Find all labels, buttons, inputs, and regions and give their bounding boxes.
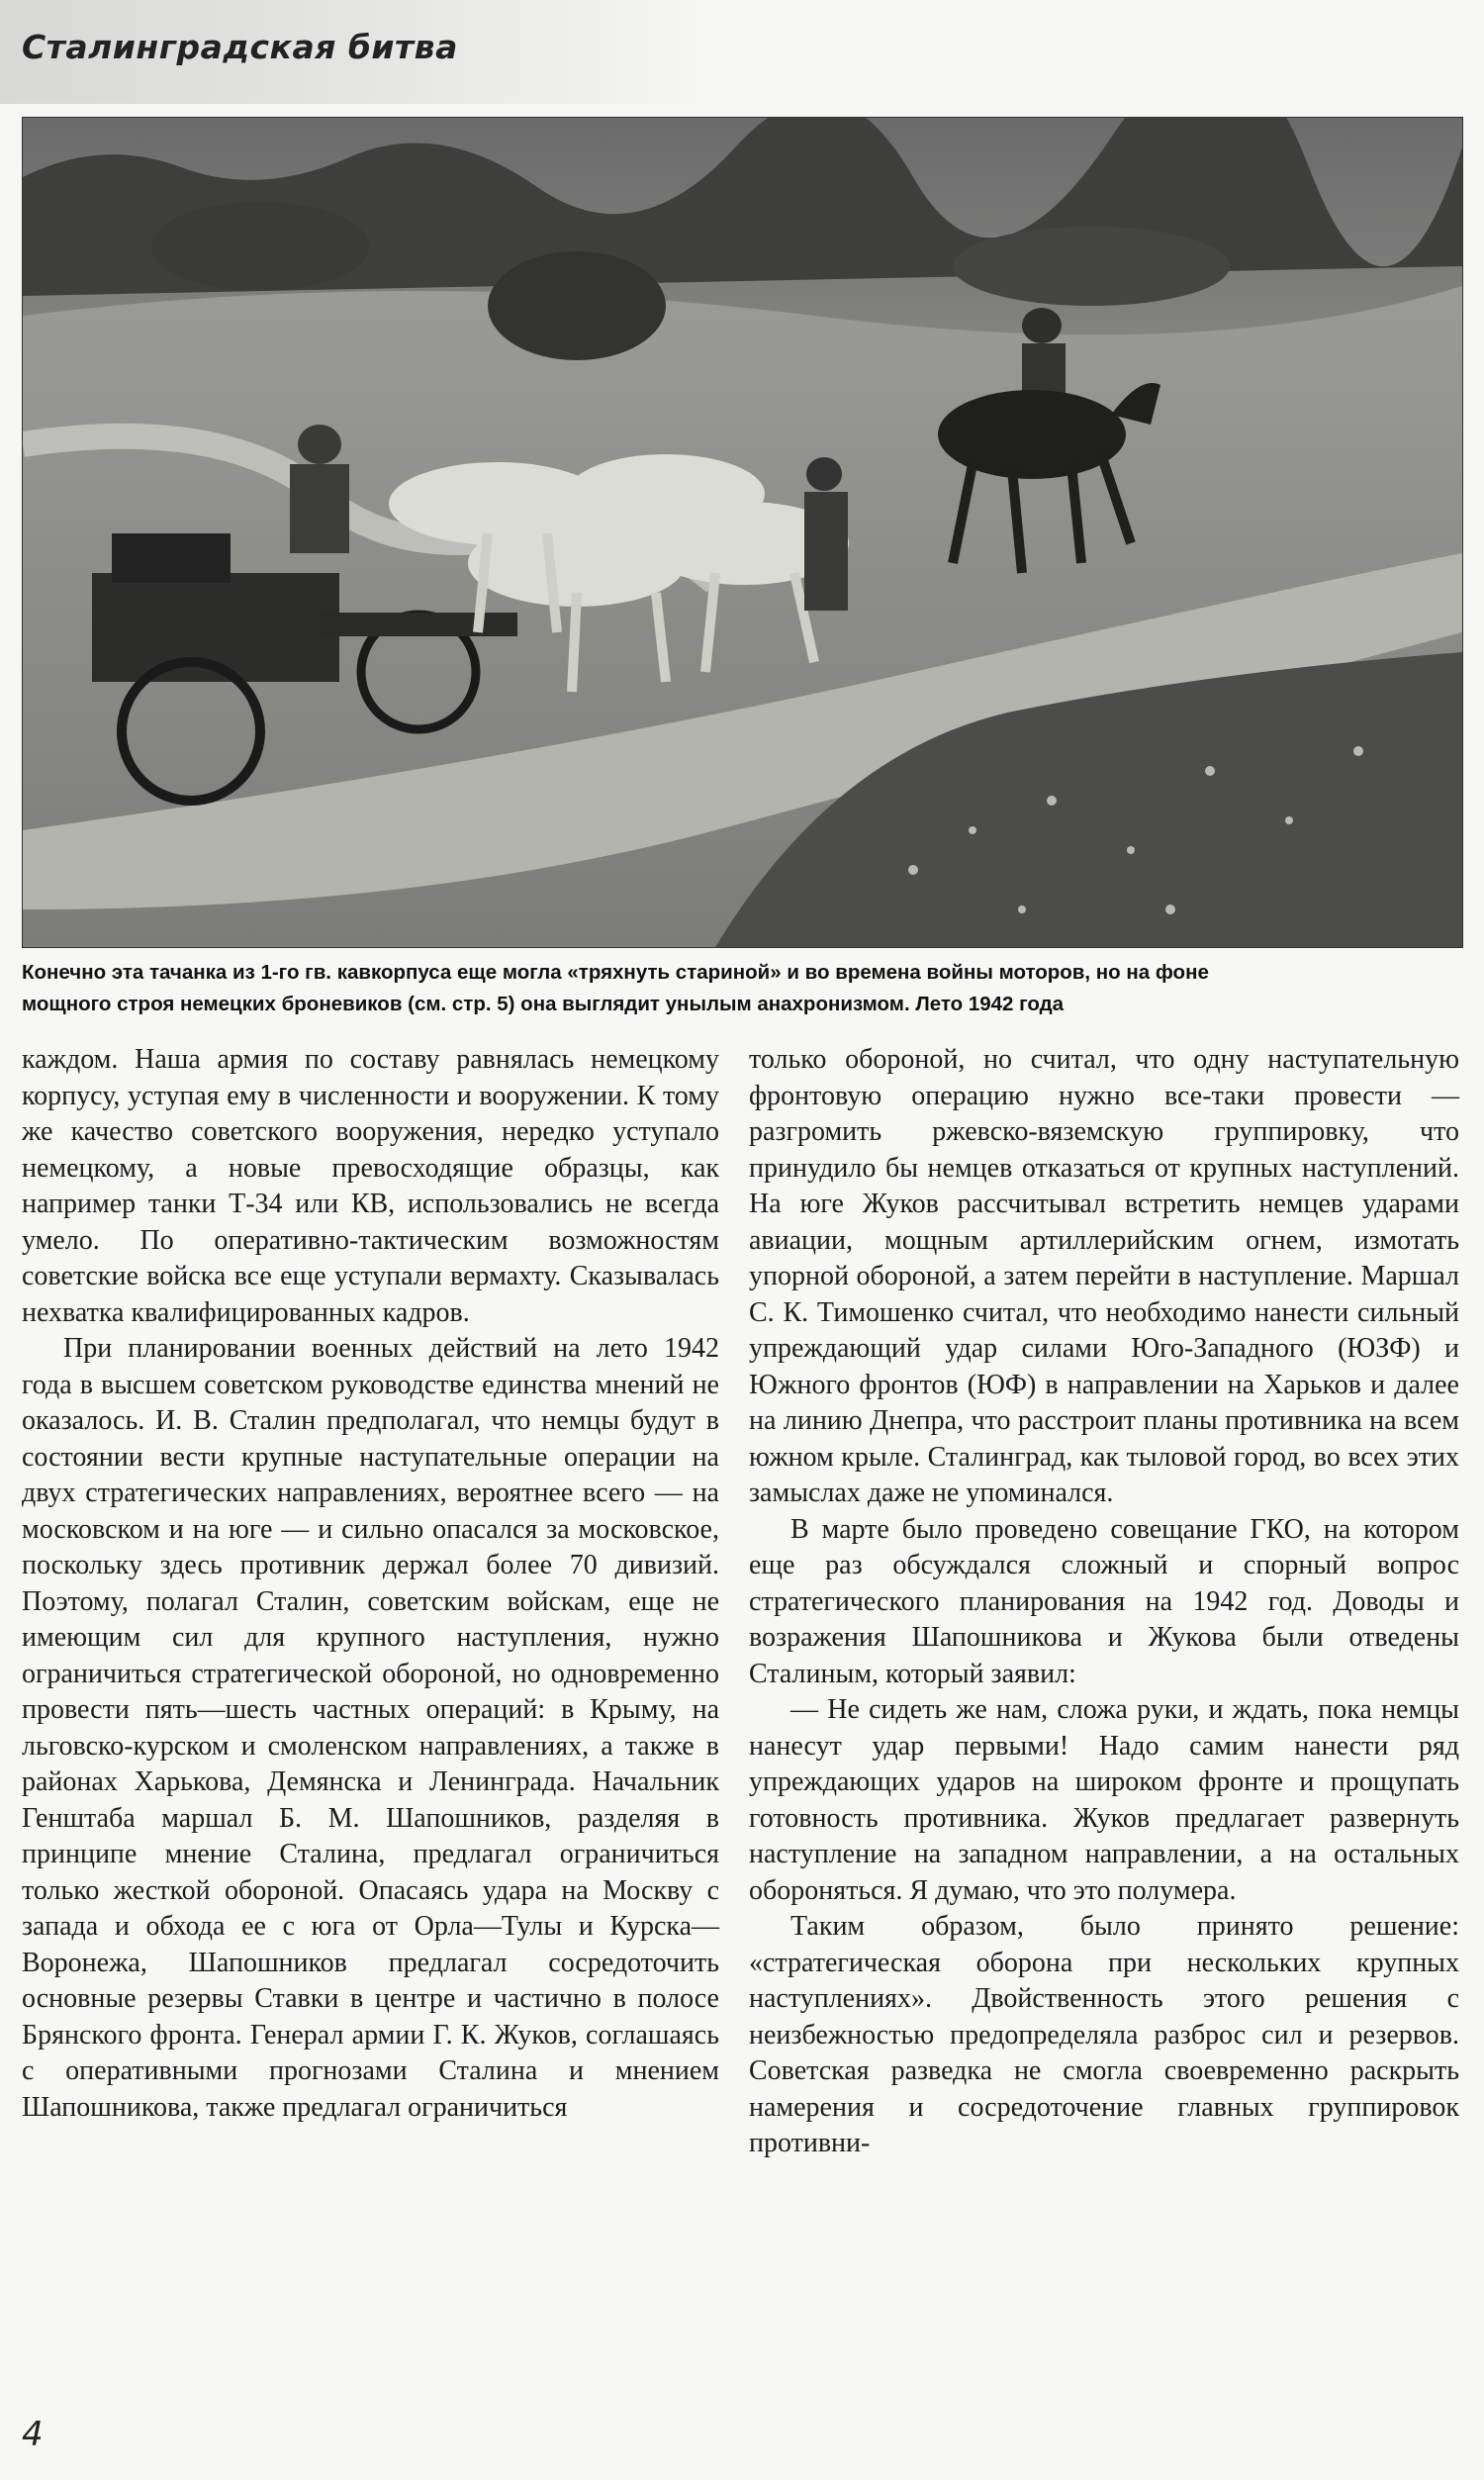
caption-line-1: Конечно эта тачанка из 1-го гв. кавкорпуса еще могла «тряхнуть стариной» и во времена войны моторов, но на фоне — [22, 961, 1209, 984]
photo-caption — [22, 957, 1468, 1020]
right-text-column — [749, 1042, 1459, 2162]
photo-illustration — [23, 118, 1462, 947]
photo-tachanka — [22, 117, 1463, 948]
left-paragraph-2: При планировании военных действий на лето 1942 года в высшем советском руководстве единства мнений не оказалось. И. В. Сталин предполагал, что немцы будут в состоянии вести крупные наступательные операции на двух стратегических направлениях, вероятнее всего — на московском и на юге — и сильно опасался за московское, поскольку здесь противник держал более 70 дивизий. Поэтому, полагал Сталин, советским войскам, еще не имеющим сил для крупного наступления, нужно ограничиться стратегической обороной, но одновременно провести пять—шесть частных операций: в Крыму, на льговско-курском и смоленском направлениях, а также в районах Харькова, Демянска и Ленинграда. Начальник Генштаба маршал Б. М. Шапошников, разделяя в принципе мнение Сталина, предлагал ограничиться только жесткой обороной. Опасаясь удара на Москву с запада и обхода ее с юга от Орла—Тулы и Курска—Воронежа, Шапошников предлагал сосредоточить основные резервы Ставки в центре и частично в полосе Брянского фронта. Генерал армии Г. К. Жуков, соглашаясь с оперативными прогнозами Сталина и мнением Шапошникова, также предлагал ограничиться — [22, 1333, 719, 2123]
caption-line-2: мощного строя немецких броневиков (см. стр. 5) она выглядит унылым анахронизмом. Лето 1942 года — [22, 993, 1065, 1015]
right-paragraph-1: только обороной, но считал, что одну наступательную фронтовую операцию нужно все-таки провести — разгромить ржевско-вяземскую группировку, что принудило бы немцев отказаться от крупных наступлений. На юге Жуков рассчитывал встретить немцев ударами авиации, мощным артиллерийским огнем, измотать упорной обороной, а затем перейти в наступление. Маршал С. К. Тимошенко считал, что необходимо нанести сильный упреждающий удар силами Юго-Западного (ЮЗФ) и Южного фронтов (ЮФ) в направлении на Харьков и далее на линию Днепра, что расстроит планы противника на всем южном крыле. Сталинград, как тыловой город, во всех этих замыслах даже не упоминался. — [749, 1044, 1459, 1508]
left-text-column — [22, 1042, 719, 2126]
right-paragraph-2: В марте было проведено совещание ГКО, на котором еще раз обсуждался сложный и спорный вопрос стратегического планирования на 1942 год. Доводы и возражения Шапошникова и Жукова были отведены Сталиным, который заявил: — [749, 1513, 1459, 1689]
left-paragraph-1: каждом. Наша армия по составу равнялась немецкому корпусу, уступая ему в численности и вооружении. К тому же качество советского вооружения, нередко уступало немецкому, а новые превосходящие образцы, как например танки Т-34 или КВ, использовались не всегда умело. По оперативно-тактическим возможностям советские войска все еще уступали вермахту. Сказывалась нехватка квалифицированных кадров. — [22, 1044, 719, 1328]
right-paragraph-4: Таким образом, было принято решение: «стратегическая оборона при нескольких крупных наступлениях». Двойственность этого решения с неизбежностью предопределяла разброс сил и резервов. Советская разведка не смогла своевременно раскрыть намерения и сосредоточение главных группировок противни- — [749, 1911, 1459, 2158]
running-header-band — [0, 0, 727, 104]
running-header-title: Сталинградская битва — [22, 28, 458, 66]
right-paragraph-3: — Не сидеть же нам, сложа руки, и ждать, пока немцы нанесут удар первыми! Надо самим нанести ряд упреждающих ударов на широком фронте и прощупать готовность противника. Жуков предлагает развернуть наступление на западном направлении, а на остальных обороняться. Я думаю, что это полумера. — [749, 1694, 1459, 1906]
page-number: 4 — [22, 2415, 44, 2454]
